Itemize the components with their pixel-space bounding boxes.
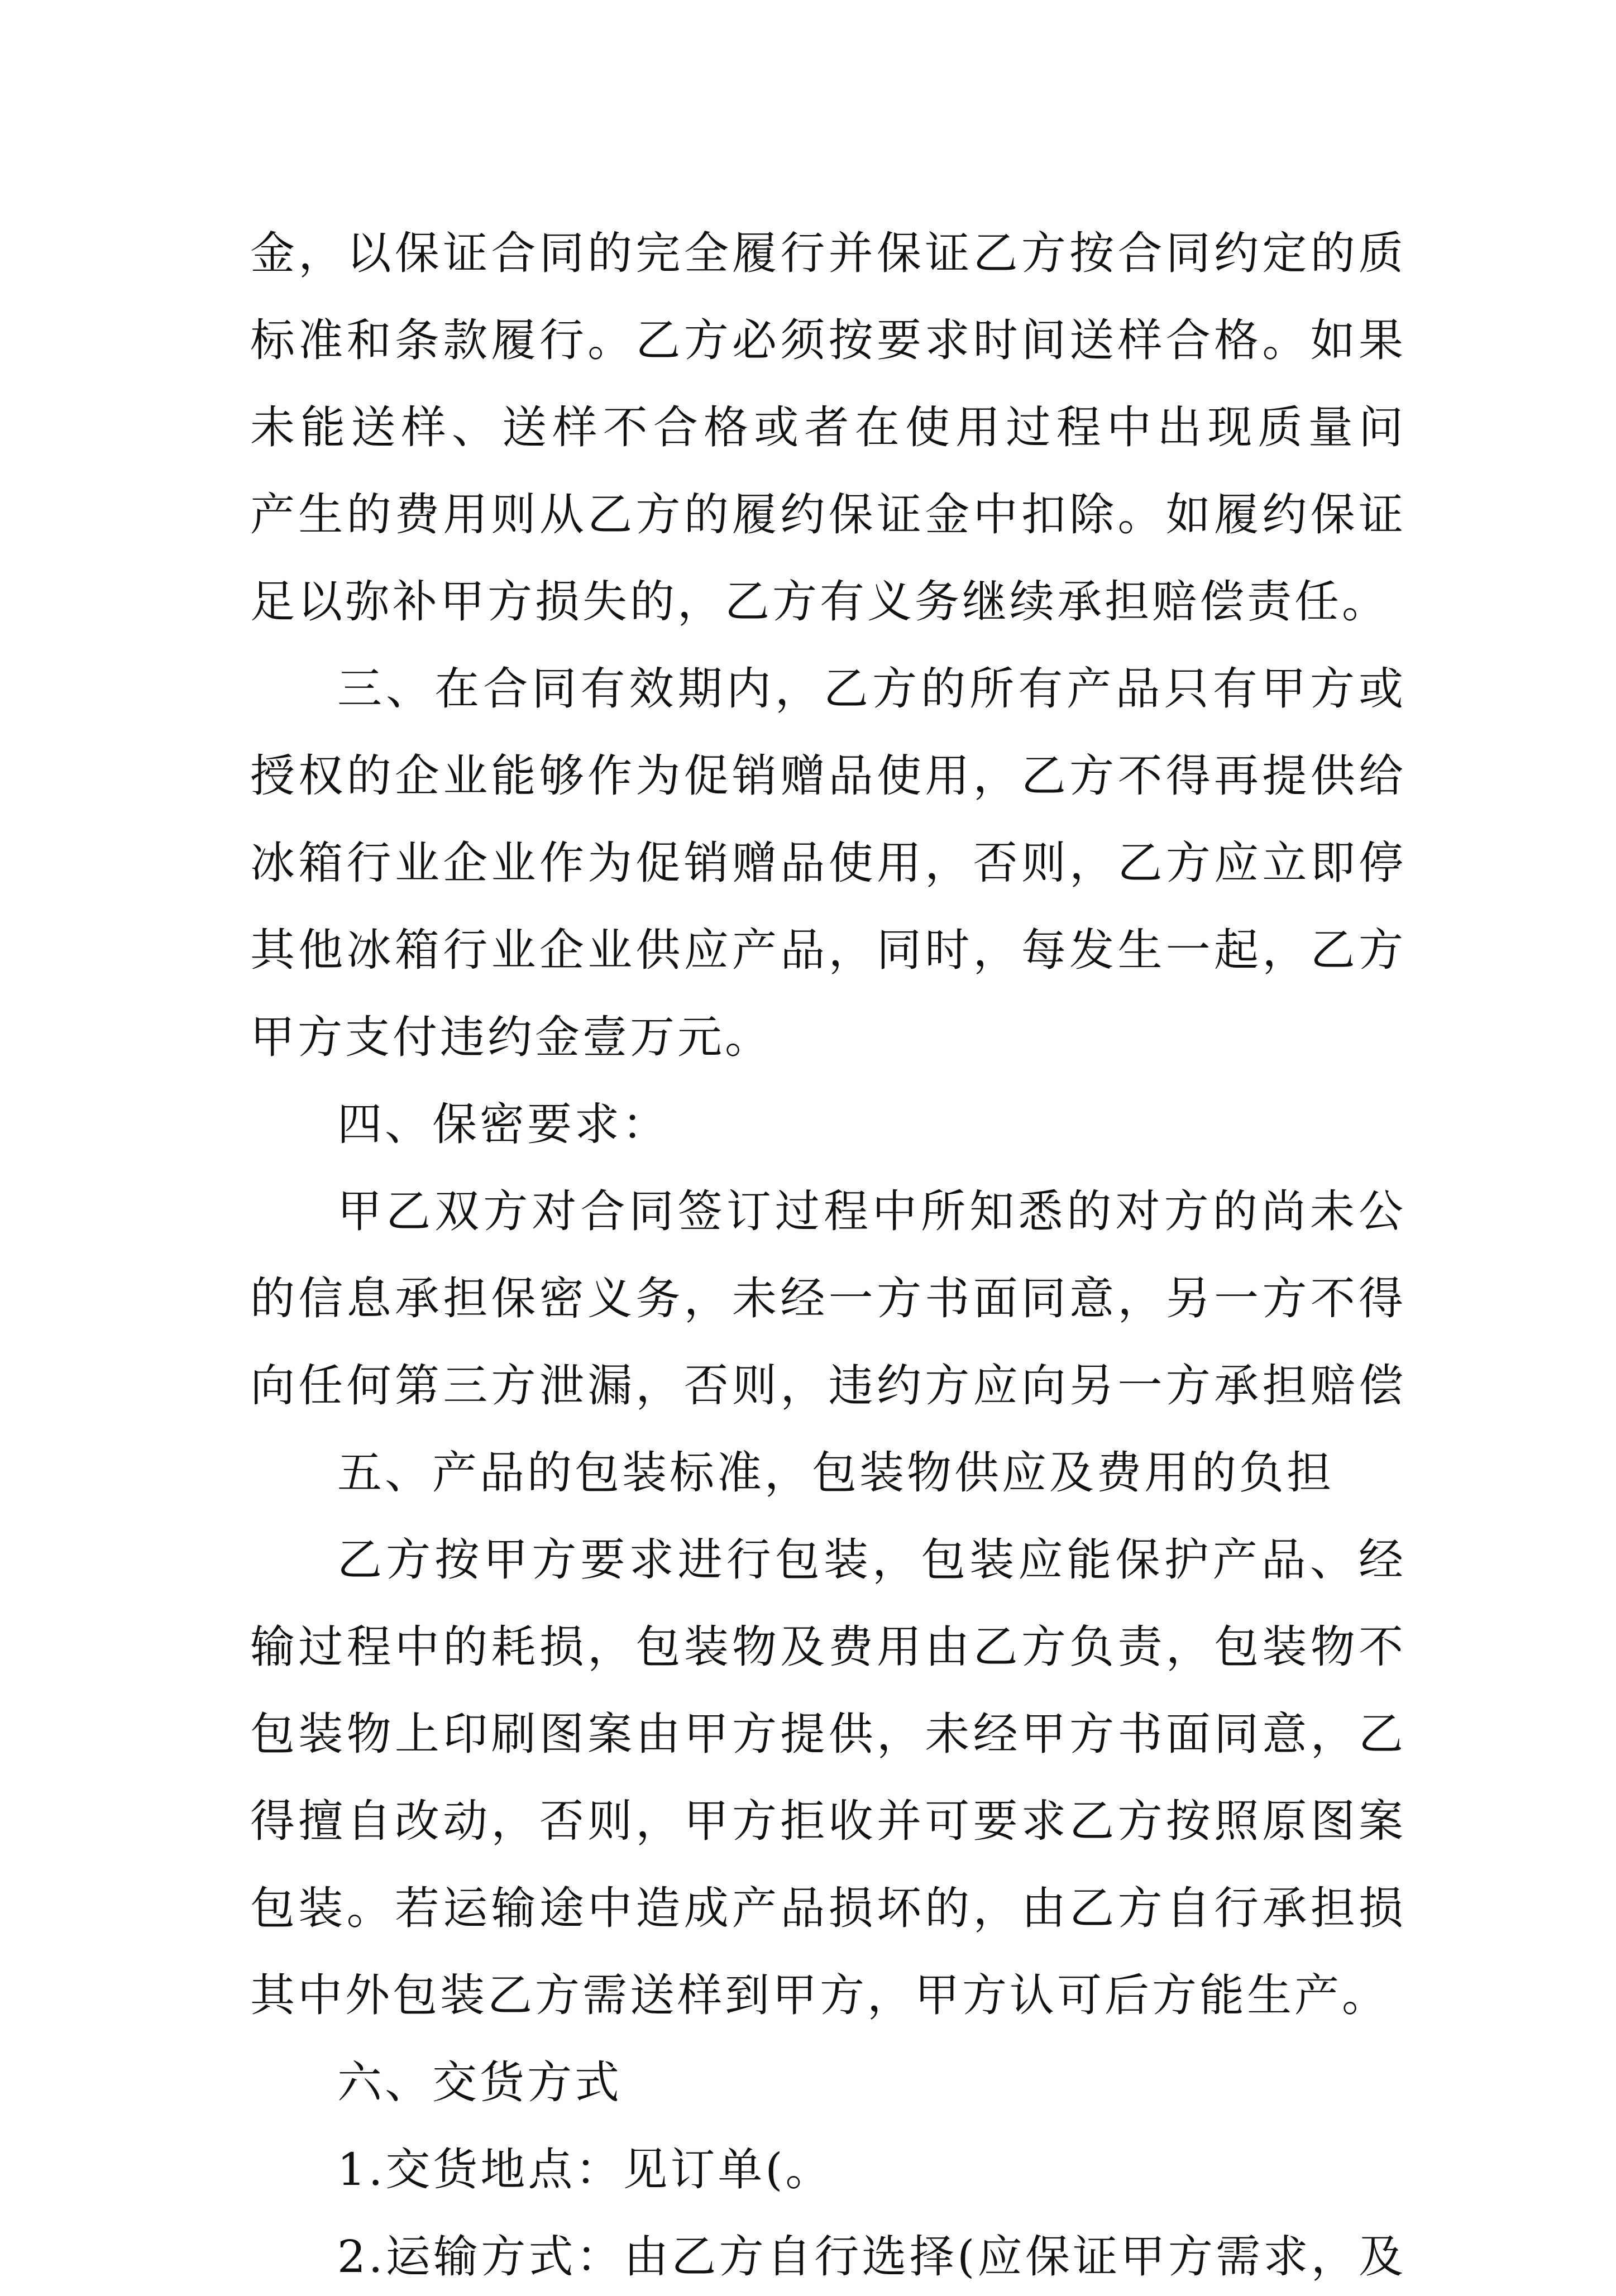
text-line: 未能送样、送样不合格或者在使用过程中出现质量问 xyxy=(250,401,1406,453)
section-heading: 四、保密要求： xyxy=(337,1098,670,1150)
text-line: 向任何第三方泄漏，否则，违约方应向另一方承担赔偿 xyxy=(250,1360,1406,1412)
text-line: 授权的企业能够作为促销赠品使用，乙方不得再提供给 xyxy=(250,750,1406,802)
text-line: 甲方支付违约金壹万元。 xyxy=(250,1011,772,1063)
text-line: 甲乙双方对合同签订过程中所知悉的对方的尚未公 xyxy=(337,1185,1406,1237)
text-line: 产生的费用则从乙方的履约保证金中扣除。如履约保证 xyxy=(250,489,1406,540)
text-line: 乙方按甲方要求进行包装，包装应能保护产品、经 xyxy=(337,1534,1406,1586)
text-line: 金，以保证合同的完全履行并保证乙方按合同约定的质 xyxy=(250,227,1406,279)
text-line: 的信息承担保密义务，未经一方书面同意，另一方不得 xyxy=(250,1273,1406,1324)
text-line: 足以弥补甲方损失的，乙方有义务继续承担赔偿责任。 xyxy=(250,576,1389,628)
text-line: 包装。若运输途中造成产品损坏的，由乙方自行承担损 xyxy=(250,1882,1406,1934)
text-line: 包装物上印刷图案由甲方提供，未经甲方书面同意，乙 xyxy=(250,1708,1406,1760)
text-line: 冰箱行业企业作为促销赠品使用，否则，乙方应立即停 xyxy=(250,837,1406,889)
text-line: 其他冰箱行业企业供应产品，同时，每发生一起，乙方 xyxy=(250,924,1406,976)
section-heading: 六、交货方式 xyxy=(337,2056,622,2108)
list-item: 2.运输方式：由乙方自行选择(应保证甲方需求，及 xyxy=(337,2231,1406,2283)
list-item: 1.交货地点：见订单(。 xyxy=(337,2144,833,2195)
text-line: 得擅自改动，否则，甲方拒收并可要求乙方按照原图案 xyxy=(250,1795,1406,1847)
clause-three-heading-line: 三、在合同有效期内，乙方的所有产品只有甲方或 xyxy=(337,663,1406,715)
text-line: 其中外包装乙方需送样到甲方，甲方认可后方能生产。 xyxy=(250,1969,1389,2021)
section-heading: 五、产品的包装标准，包装物供应及费用的负担 xyxy=(337,1447,1334,1499)
text-line: 标准和条款履行。乙方必须按要求时间送样合格。如果 xyxy=(250,314,1406,366)
text-line: 输过程中的耗损，包装物及费用由乙方负责，包装物不 xyxy=(250,1621,1406,1673)
